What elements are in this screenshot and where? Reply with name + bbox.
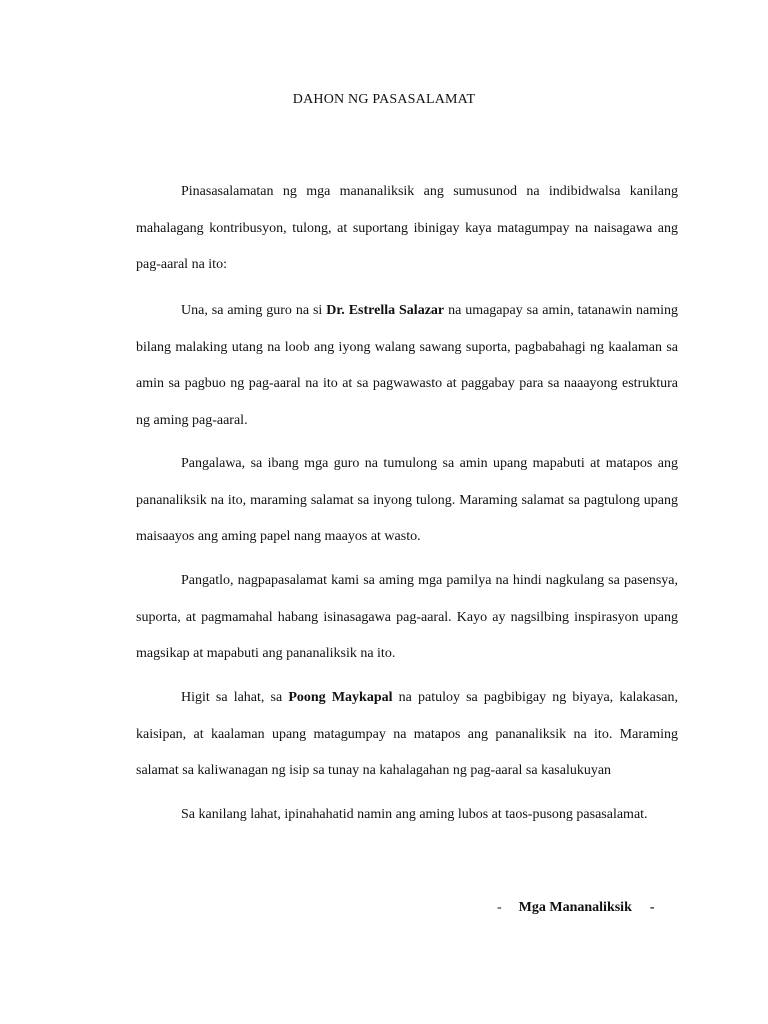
above-all-paragraph <box>136 680 678 790</box>
teacher-name: Dr. Estrella Salazar <box>326 303 445 318</box>
second-thanks-paragraph: Pangalawa, sa ibang mga guro na tumulong sa amin upang mapabuti at matapos ang pananaliksik na ito, maraming salamat sa inyong tulong. Maraming salamat sa pagtulong upang maisaayos ang aming papel nang maayos at wasto. <box>136 456 678 544</box>
paragraph-text: na patuloy sa pagbibigay ng biyaya, kalakasan, kaisipan, at kaalaman upang matagumpay na matapos ang pananaliksik na ito. Maraming salamat sa kaliwanagan ng isip sa tunay na kahalagahan ng pag-aaral sa kasalukuyan <box>136 690 679 778</box>
signature-dash-right: - <box>649 900 655 915</box>
paragraph-text: Higit sa lahat, sa <box>181 690 289 705</box>
first-thanks-paragraph <box>136 293 678 439</box>
closing-paragraph: Sa kanilang lahat, ipinahahatid namin ang aming lubos at taos-pusong pasasalamat. <box>181 807 648 822</box>
deity-name: Poong Maykapal <box>288 690 393 705</box>
paragraph-text: na umagapay sa amin, tatanawin naming bilang malaking utang na loob ang iyong walang sawang suporta, pagbabahagi ng kaalaman sa amin sa pagbuo ng pag-aaral na ito at sa pagwawasto at paggabay para sa naaayong estruktura ng aming pag-aaral. <box>136 303 678 428</box>
signature-line <box>497 900 655 916</box>
page-title: DAHON NG PASASALAMAT <box>292 92 476 107</box>
intro-paragraph: Pinasasalamatan ng mga mananaliksik ang sumusunod na indibidwalsa kanilang mahalagang kontribusyon, tulong, at suportang ibinigay kaya matagumpay na naisagawa ang pag-aaral na ito: <box>136 184 678 272</box>
third-thanks-paragraph: Pangatlo, nagpapasalamat kami sa aming mga pamilya na hindi nagkulang sa pasensya, suporta, at pagmamahal habang isinasagawa pag-aaral. Kayo ay nagsilbing inspirasyon upang magsikap at mapabuti ang pananaliksik na ito. <box>136 573 678 661</box>
signature-dash-left: - <box>497 900 502 915</box>
paragraph-text: Una, sa aming guro na si <box>181 303 327 318</box>
signature-name: Mga Mananaliksik <box>518 900 632 915</box>
